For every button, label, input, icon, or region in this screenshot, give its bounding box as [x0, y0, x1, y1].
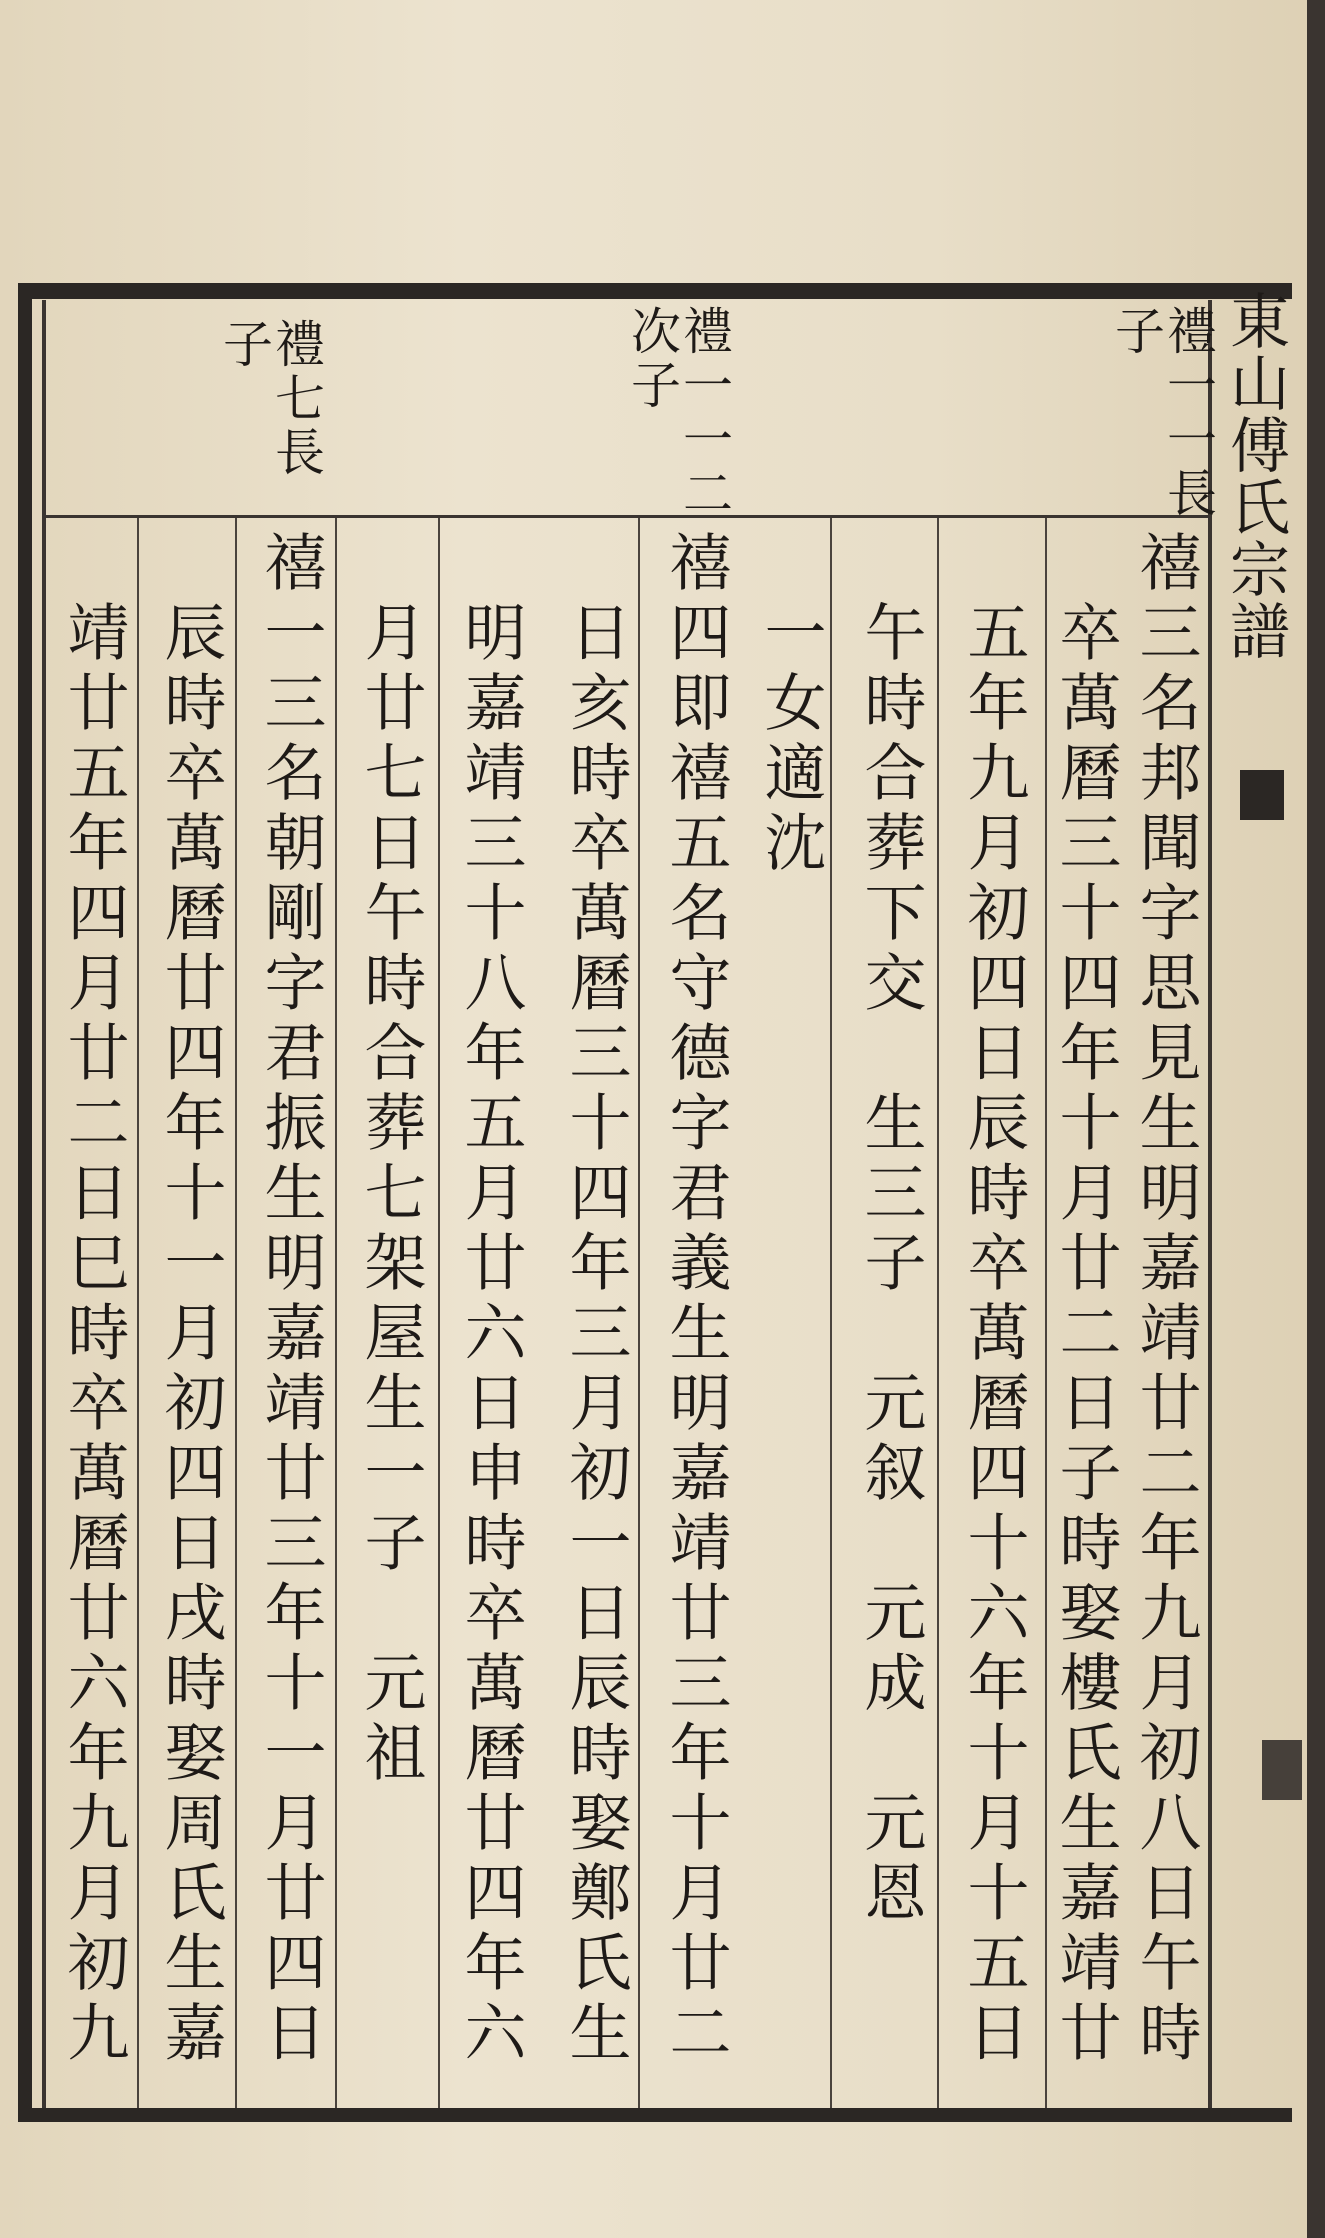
page-edge [1307, 0, 1325, 2238]
book-title: 東山傅氏宗譜 [1220, 290, 1290, 662]
header-note-2-line-2: 次子 [623, 305, 681, 413]
title-strip-border [1208, 300, 1212, 2108]
header-note-3-line-1: 禮七長 [267, 318, 325, 480]
text-column-10: 禧一三名朝剛字君振生明嘉靖廿三年十一月廿四日 [254, 530, 327, 2070]
fishtail-mark-lower [1262, 1740, 1302, 1800]
text-column-7: 日亥時卒萬曆三十四年三月初一日辰時娶鄭氏生 [559, 600, 632, 2070]
header-note-2-line-1: 禮一一二 [675, 305, 733, 521]
column-rule [937, 518, 939, 2108]
text-column-6: 禧四即禧五名守德字君義生明嘉靖廿三年十月廿二 [659, 530, 732, 2070]
text-column-12: 靖廿五年四月廿二日巳時卒萬曆廿六年九月初九 [57, 600, 130, 2070]
column-rule [137, 518, 139, 2108]
inner-left-border [42, 300, 46, 2108]
text-column-11: 辰時卒萬曆廿四年十一月初四日戌時娶周氏生嘉 [154, 600, 227, 2070]
column-rule [638, 518, 640, 2108]
fishtail-mark [1240, 770, 1284, 820]
header-note-1-line-2: 子 [1107, 305, 1165, 359]
bottom-border [18, 2108, 1292, 2122]
text-column-8: 明嘉靖三十八年五月廿六日申時卒萬曆廿四年六 [454, 600, 527, 2070]
text-column-2: 卒萬曆三十四年十月廿二日子時娶樓氏生嘉靖廿 [1049, 600, 1122, 2070]
column-rule [1045, 518, 1047, 2108]
text-column-1: 禧三名邦聞字思見生明嘉靖廿二年九月初八日午時 [1129, 530, 1202, 2070]
top-border [18, 283, 1292, 299]
text-column-5: 一女適沈 [754, 600, 827, 880]
text-column-3: 五年九月初四日辰時卒萬曆四十六年十月十五日 [957, 600, 1030, 2070]
left-border [18, 283, 32, 2122]
column-rule [438, 518, 440, 2108]
header-note-1-line-1: 禮一一長 [1159, 305, 1217, 521]
header-note-3-line-2: 子 [215, 318, 273, 372]
text-column-9: 月廿七日午時合葬七架屋生一子 元祖 [354, 600, 427, 1790]
text-column-4: 午時合葬下交 生三子 元叙 元成 元恩 [854, 600, 927, 1930]
column-rule [830, 518, 832, 2108]
column-rule [235, 518, 237, 2108]
column-rule [335, 518, 337, 2108]
header-divider [46, 515, 1208, 518]
